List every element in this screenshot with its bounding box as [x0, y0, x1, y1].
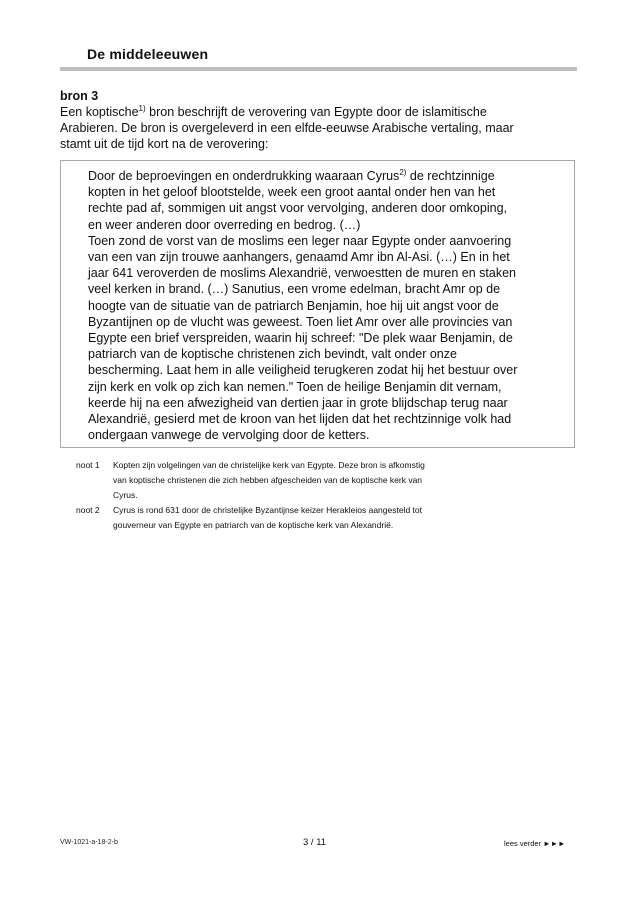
intro-line: stamt uit de tijd kort na de verovering: [60, 137, 269, 151]
source-quote-box [60, 160, 575, 448]
intro-line: Een koptische$^{1)}$ bron beschrijft de verovering van Egypte door de islamitische [60, 104, 487, 119]
header-divider [60, 67, 577, 71]
quote-line: veel kerken in brand. (…) Sanutius, een vrome edelman, bracht Amr op de [88, 282, 501, 297]
quote-line: en weer anderen door overreding en bedrog. (…) [88, 217, 361, 232]
quote-line: patriarch van de koptische christenen zich bevindt, valt onder onze [88, 347, 457, 362]
quote-line: bescherming. Laat hem in alle veiligheid terugkeren zodat hij het bestuur over [88, 363, 518, 378]
quote-line: van een van zijn trouwe aanhangers, genaamd Amr ibn Al-Asi. (…) En in het [88, 250, 510, 265]
footnote-text: Kopten zijn volgelingen van de christelijke kerk van Egypte. Deze bron is afkomstig van koptische christenen die zich hebben afgescheiden van de koptische kerk van Cyrus. [113, 460, 425, 500]
footnotes [76, 458, 556, 533]
page-number: 3 / 11 [303, 837, 327, 848]
source-heading: bron 3 [60, 89, 99, 103]
continue-indicator: lees verder ►►► [504, 839, 566, 848]
quote-line: keerde hij na een afwezigheid van dertien jaar in grote blijdschap terug naar [88, 395, 508, 410]
quote-line: Egypte een brief verspreiden, waarin hij schreef: "De plek waar Benjamin, de [88, 331, 513, 346]
quote-line: ondergaan vanwege de vervolging door de ketters. [88, 428, 370, 443]
footnote-ref-2: 2) [399, 168, 407, 177]
source-quote [88, 168, 568, 443]
footnote-ref-1: 1) [138, 104, 146, 113]
intro-line: Arabieren. De bron is overgeleverd in een elfde-eeuwse Arabische vertaling, maar [60, 121, 514, 135]
footnote-1 [76, 458, 556, 503]
source-intro [60, 104, 580, 152]
quote-line: Door de beproevingen en onderdrukking waaraan Cyrus$^{2)}$ de rechtzinnige [88, 168, 495, 183]
quote-line: Toen zond de vorst van de moslims een leger naar Egypte onder aanvoering [88, 233, 512, 248]
footnote-label: noot 2 [76, 505, 100, 515]
footnote-text: Cyrus is rond 631 door de christelijke Byzantijnse keizer Herakleios aangesteld tot gouverneur van Egypte en patriarch van de koptische kerk van Alexandrië. [113, 505, 422, 530]
quote-line: zijn kerk en volk op zich kan nemen." Toen de heilige Benjamin dit vernam, [88, 379, 502, 394]
footnote-label: noot 1 [76, 460, 100, 470]
quote-line: Byzantijnen op de vlucht was geweest. Toen liet Amr over alle provincies van [88, 314, 513, 329]
page-header-title: De middeleeuwen [87, 46, 209, 62]
footnote-2 [76, 503, 556, 533]
quote-line: hoogte van de situatie van de patriarch Benjamin, hoe hij uit angst voor de [88, 298, 499, 313]
quote-line: rechte pad af, sommigen uit angst voor vervolging, anderen door omkoping, [88, 201, 507, 216]
quote-line: kopten in het geloof blootstelde, week een groot aantal onder hen van het [88, 185, 496, 200]
quote-line: Alexandrië, gesierd met de kroon van het lijden dat het rechtzinnige volk had [88, 412, 512, 427]
quote-line: jaar 641 veroverden de moslims Alexandrië, verwoestten de muren en staken [88, 266, 517, 281]
exam-code: VW-1021-a-18-2-b [60, 839, 118, 846]
